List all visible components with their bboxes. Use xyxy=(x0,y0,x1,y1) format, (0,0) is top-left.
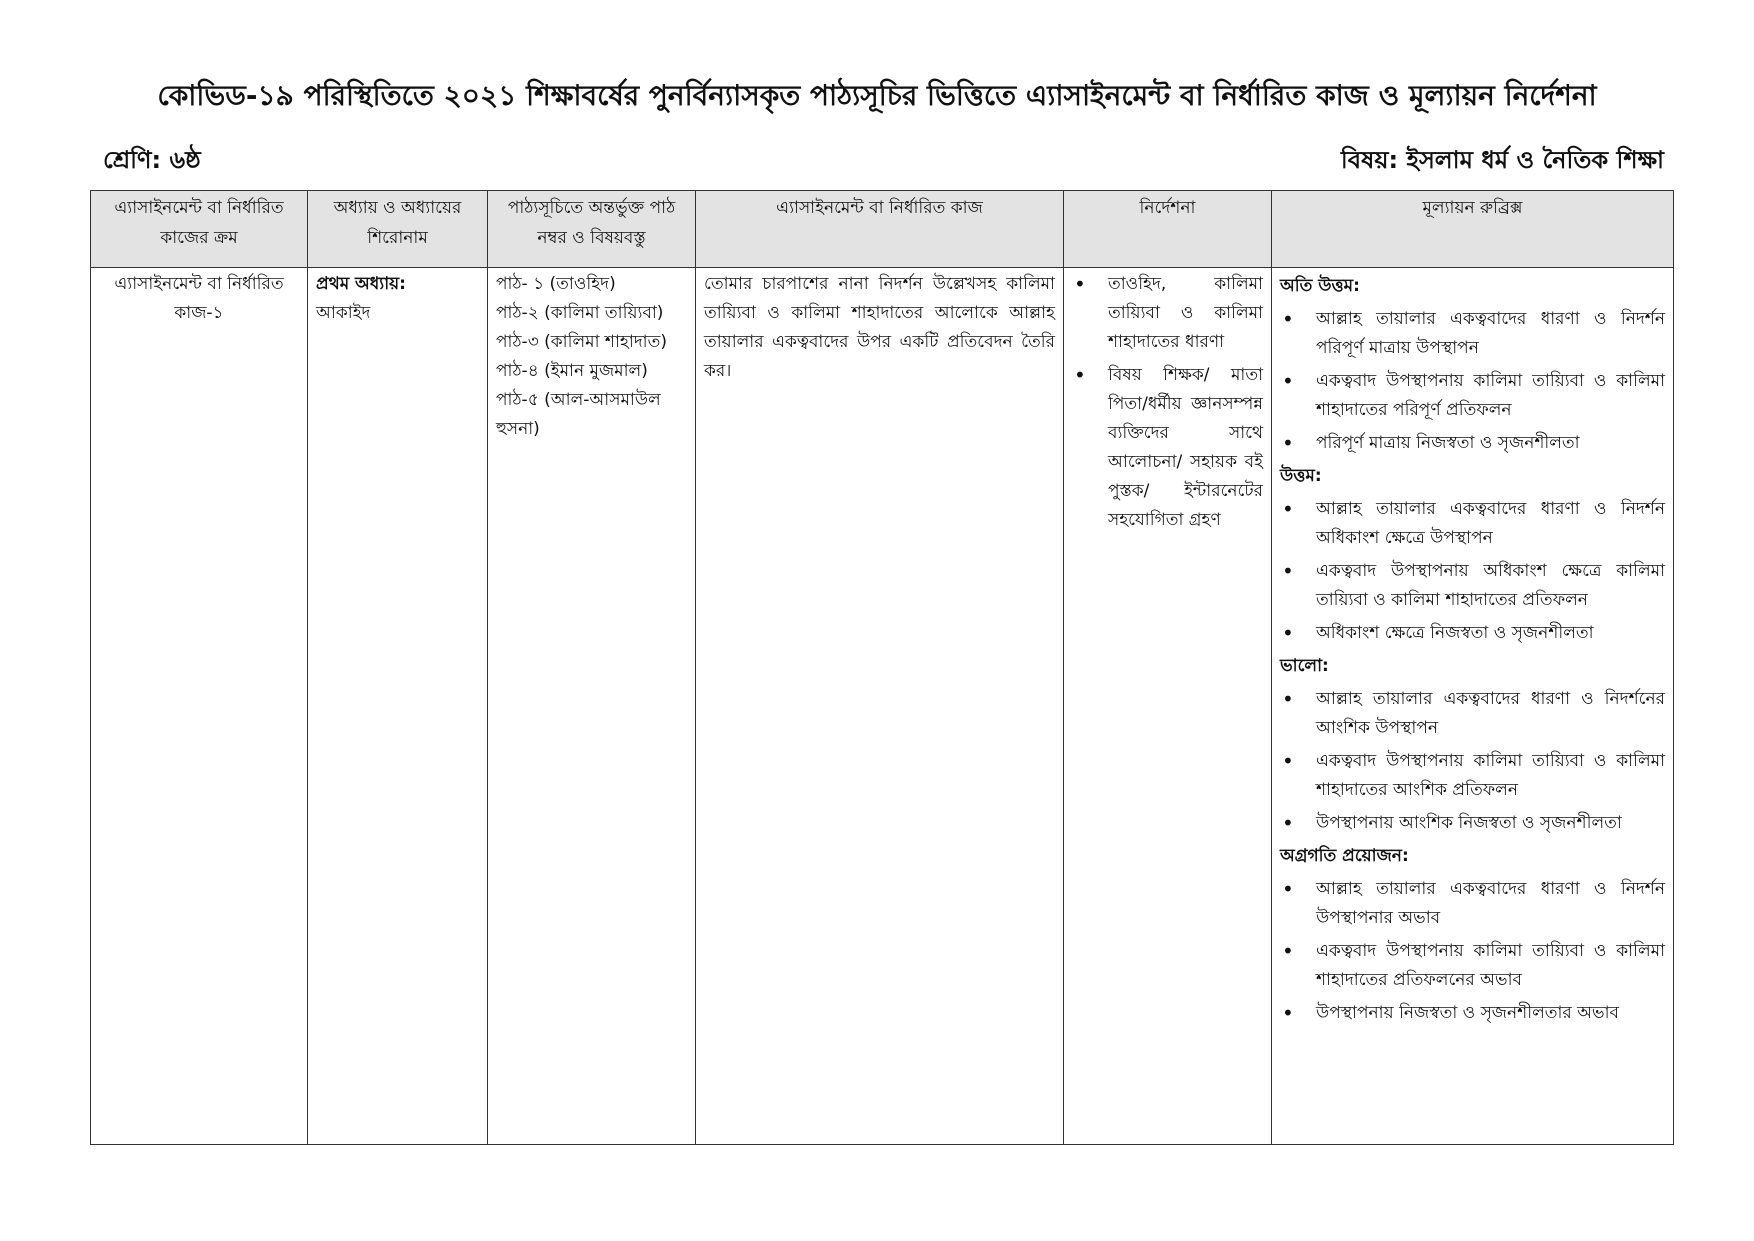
rubric-item: • একত্ববাদ উপস্থাপনায় অধিকাংশ ক্ষেত্রে কালিমা তায়্যিবা ও কালিমা শাহাদাতের প্রতিফলন xyxy=(1280,557,1665,615)
rubric-level-needs-improvement: অগ্রগতি প্রয়োজন: xyxy=(1280,846,1409,866)
subject-label: বিষয়: ইসলাম ধর্ম ও নৈতিক শিক্ষা xyxy=(1340,146,1664,174)
task-cell xyxy=(696,268,1064,1145)
col-header-instructions: নির্দেশনা xyxy=(1064,191,1272,268)
lessons-cell xyxy=(488,268,696,1145)
rubric-list-good xyxy=(1280,685,1665,838)
lesson-item: পাঠ-৩ (কালিমা শাহাদাত) xyxy=(496,332,668,352)
chapter-label: প্রথম অধ্যায়: xyxy=(316,274,406,294)
lesson-item: পাঠ-২ (কালিমা তায়্যিবা) xyxy=(496,303,664,323)
class-label: শ্রেণি: ৬ষ্ঠ xyxy=(103,146,201,174)
rubric-level-very-good: উত্তম: xyxy=(1280,466,1322,486)
rubric-list-needs-improvement xyxy=(1280,875,1665,1028)
lesson-item: পাঠ- ১ (তাওহিদ) xyxy=(496,274,616,294)
page-title: কোভিড-১৯ পরিস্থিতিতে ২০২১ শিক্ষাবর্ষের পুনর্বিন্যাসকৃত পাঠ্যসূচির ভিত্তিতে এ্যাসাইনমেন্ট বা নির্ধারিত কাজ ও মূল্যায়ন নির্দেশনা xyxy=(157,79,1597,112)
rubric-item: • উপস্থাপনায় আংশিক নিজস্বতা ও সৃজনশীলতা xyxy=(1280,809,1665,838)
rubric-item: • আল্লাহ তায়ালার একত্ববাদের ধারণা ও নিদর্শনের আংশিক উপস্থাপন xyxy=(1280,685,1665,743)
lesson-item: পাঠ-৪ (ইমান মুজমাল) xyxy=(496,361,648,381)
rubric-item: • একত্ববাদ উপস্থাপনায় কালিমা তায়্যিবা ও কালিমা শাহাদাতের আংশিক প্রতিফলন xyxy=(1280,747,1665,805)
rubric-item: • অধিকাংশ ক্ষেত্রে নিজস্বতা ও সৃজনশীলতা xyxy=(1280,619,1665,648)
chapter-title: আকাইদ xyxy=(316,303,371,323)
rubric-level-good: ভালো: xyxy=(1280,656,1329,676)
rubric-item: • পরিপূর্ণ মাত্রায় নিজস্বতা ও সৃজনশীলতা xyxy=(1280,429,1665,458)
rubric-cell xyxy=(1272,268,1674,1145)
rubric-level-excellent: অতি উত্তম: xyxy=(1280,276,1360,296)
chapter-cell xyxy=(308,268,488,1145)
instructions-cell xyxy=(1064,268,1272,1145)
rubric-item: • আল্লাহ তায়ালার একত্ববাদের ধারণা ও নিদর্শন অধিকাংশ ক্ষেত্রে উপস্থাপন xyxy=(1280,495,1665,553)
rubric-item: • আল্লাহ তায়ালার একত্ববাদের ধারণা ও নিদর্শন পরিপূর্ণ মাত্রায় উপস্থাপন xyxy=(1280,305,1665,363)
col-header-chapter: অধ্যায় ও অধ্যায়ের শিরোনাম xyxy=(308,191,488,268)
assignment-number: এ্যাসাইনমেন্ট বা নির্ধারিত কাজ-১ xyxy=(114,274,284,323)
rubric-item: • আল্লাহ তায়ালার একত্ববাদের ধারণা ও নিদর্শন উপস্থাপনার অভাব xyxy=(1280,875,1665,933)
col-header-lessons: পাঠ্যসূচিতে অন্তর্ভুক্ত পাঠ নম্বর ও বিষয়বস্তু xyxy=(488,191,696,268)
table-header-row xyxy=(91,191,1674,268)
instruction-item: • বিষয় শিক্ষক/ মাতা পিতা/ধর্মীয় জ্ঞানসম্পন্ন ব্যক্তিদের সাথে আলোচনা/ সহায়ক বই পুস্তক/ ইন্টারনেটের সহযোগিতা গ্রহণ xyxy=(1072,361,1263,535)
task-text: তোমার চারপাশের নানা নিদর্শন উল্লেখসহ কালিমা তায়্যিবা ও কালিমা শাহাদাতের আলোকে আল্লাহ তায়ালার একত্ববাদের উপর একটি প্রতিবেদন তৈরি কর। xyxy=(704,274,1055,381)
rubric-list-excellent xyxy=(1280,305,1665,458)
rubric-item: • একত্ববাদ উপস্থাপনায় কালিমা তায়্যিবা ও কালিমা শাহাদাতের প্রতিফলনের অভাব xyxy=(1280,937,1665,995)
col-header-assignment-order: এ্যাসাইনমেন্ট বা নির্ধারিত কাজের ক্রম xyxy=(91,191,308,268)
rubric-item: • উপস্থাপনায় নিজস্বতা ও সৃজনশীলতার অভাব xyxy=(1280,999,1665,1028)
col-header-task: এ্যাসাইনমেন্ট বা নির্ধারিত কাজ xyxy=(696,191,1064,268)
table-row xyxy=(91,268,1674,1145)
assignment-number-cell xyxy=(91,268,308,1145)
lesson-item: পাঠ-৫ (আল-আসমাউল হুসনা) xyxy=(496,390,661,439)
col-header-rubric: মূল্যায়ন রুব্রিক্স xyxy=(1272,191,1674,268)
assignment-table xyxy=(90,190,1674,1145)
rubric-item: • একত্ববাদ উপস্থাপনায় কালিমা তায়্যিবা ও কালিমা শাহাদাতের পরিপূর্ণ প্রতিফলন xyxy=(1280,367,1665,425)
rubric-list-very-good xyxy=(1280,495,1665,648)
instructions-list xyxy=(1072,270,1263,535)
instruction-item: • তাওহিদ, কালিমা তায়্যিবা ও কালিমা শাহাদাতের ধারণা xyxy=(1072,270,1263,357)
